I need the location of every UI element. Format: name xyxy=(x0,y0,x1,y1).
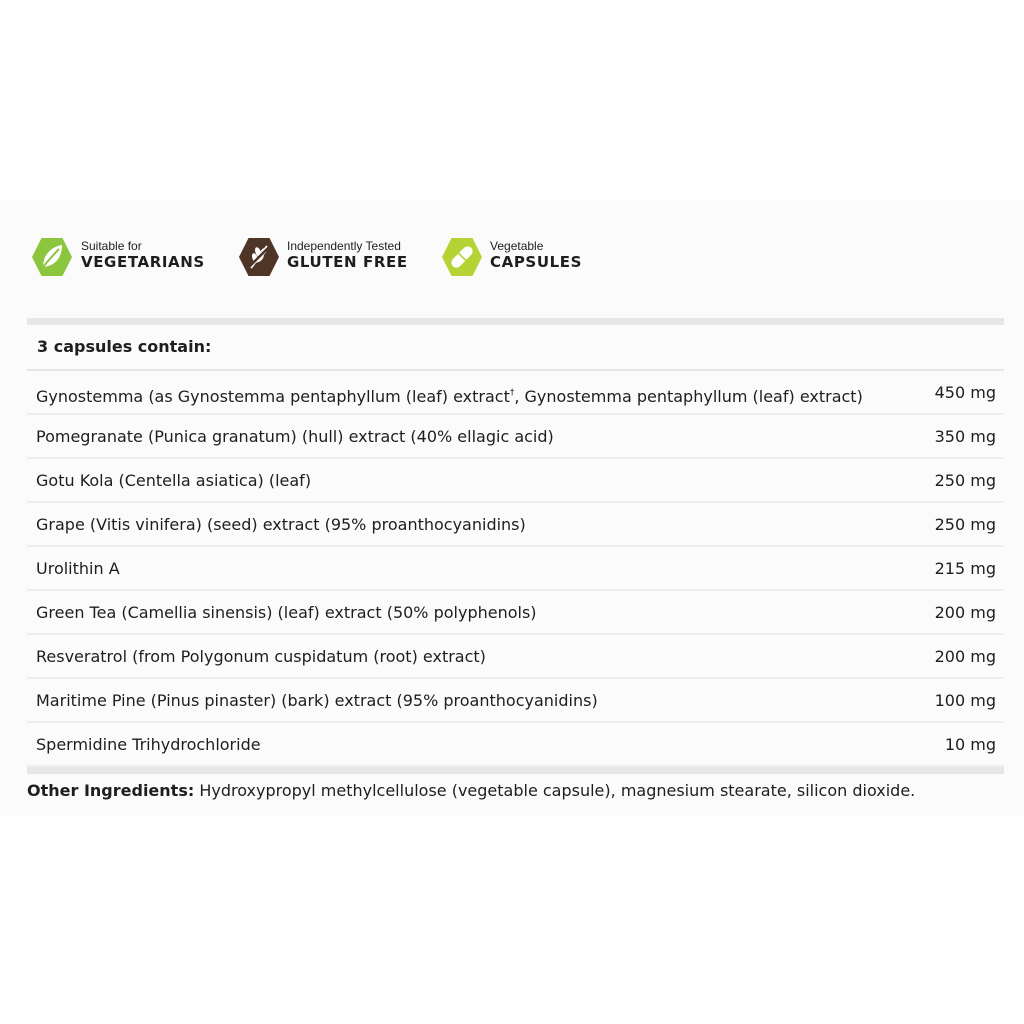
ingredient-name: Gynostemma (as Gynostemma pentaphyllum (leaf) extract†, Gynostemma pentaphyllum (leaf) extract) xyxy=(36,387,863,406)
ingredient-name: Maritime Pine (Pinus pinaster) (bark) extract (95% proanthocyanidins) xyxy=(36,691,598,710)
wheat-icon xyxy=(238,236,280,278)
badge-capsules xyxy=(441,236,611,278)
ingredient-amount: 10 mg xyxy=(944,735,996,754)
other-ingredients-text: Hydroxypropyl methylcellulose (vegetable capsule), magnesium stearate, silicon dioxide. xyxy=(194,781,916,800)
ingredient-name: Green Tea (Camellia sinensis) (leaf) extract (50% polyphenols) xyxy=(36,603,537,622)
table-top-bar xyxy=(27,318,1004,325)
table-row xyxy=(27,415,1004,459)
ingredient-name: Pomegranate (Punica granatum) (hull) extract (40% ellagic acid) xyxy=(36,427,554,446)
table-row xyxy=(27,723,1004,767)
badge-small-text: Independently Tested xyxy=(287,239,401,253)
badge-big-text: CAPSULES xyxy=(490,253,583,271)
ingredient-amount: 250 mg xyxy=(934,515,996,534)
table-bottom-bar xyxy=(27,767,1004,774)
badge-small-text: Suitable for xyxy=(81,239,142,253)
ingredient-amount: 100 mg xyxy=(934,691,996,710)
ingredient-name: Resveratrol (from Polygonum cuspidatum (root) extract) xyxy=(36,647,486,666)
badge-row xyxy=(31,236,1011,278)
table-row xyxy=(27,459,1004,503)
ingredient-name: Grape (Vitis vinifera) (seed) extract (95% proanthocyanidins) xyxy=(36,515,526,534)
other-ingredients-label: Other Ingredients: xyxy=(27,781,195,800)
table-row xyxy=(27,503,1004,547)
badge-gluten-free xyxy=(238,236,428,278)
ingredients-table xyxy=(27,318,1004,774)
table-row xyxy=(27,635,1004,679)
capsule-icon xyxy=(441,236,483,278)
ingredient-name: Urolithin A xyxy=(36,559,120,578)
table-row xyxy=(27,371,1004,415)
table-row xyxy=(27,591,1004,635)
badge-big-text: GLUTEN FREE xyxy=(287,253,408,271)
table-row xyxy=(27,547,1004,591)
table-row xyxy=(27,679,1004,723)
ingredient-amount: 215 mg xyxy=(934,559,996,578)
ingredient-amount: 200 mg xyxy=(934,647,996,666)
dagger-mark: † xyxy=(509,388,515,398)
badge-small-text: Vegetable xyxy=(490,239,544,253)
ingredient-amount: 450 mg xyxy=(934,383,996,402)
badge-vegetarians xyxy=(31,236,221,278)
table-header: 3 capsules contain: xyxy=(27,325,1004,371)
ingredient-amount: 250 mg xyxy=(934,471,996,490)
leaf-icon xyxy=(31,236,73,278)
ingredient-amount: 200 mg xyxy=(934,603,996,622)
other-ingredients xyxy=(27,779,915,803)
badge-big-text: VEGETARIANS xyxy=(81,253,205,271)
ingredient-name: Spermidine Trihydrochloride xyxy=(36,735,261,754)
ingredient-name: Gotu Kola (Centella asiatica) (leaf) xyxy=(36,471,312,490)
ingredient-amount: 350 mg xyxy=(934,427,996,446)
